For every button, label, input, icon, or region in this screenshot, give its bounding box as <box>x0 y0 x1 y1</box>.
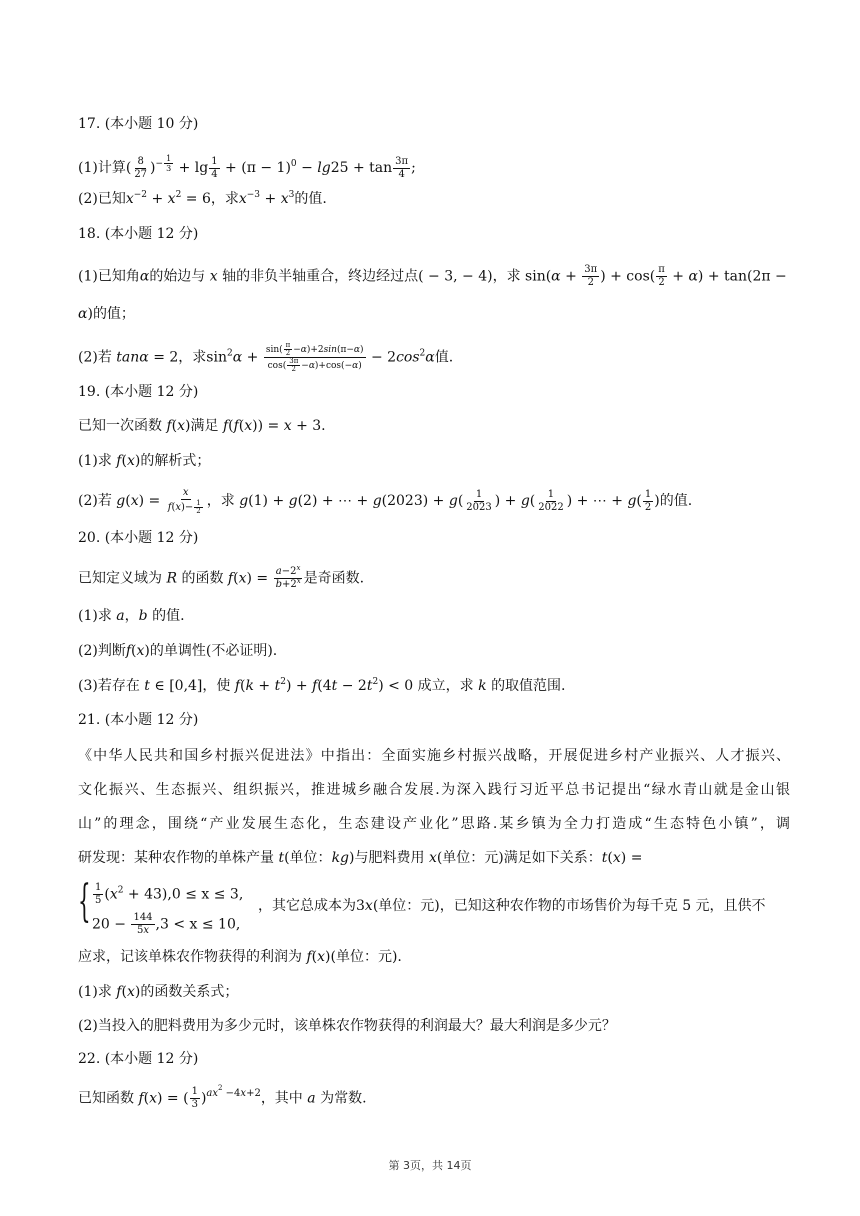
q18-header: 18. (本小题 12 分) <box>78 226 199 242</box>
q21-line4: 研发现：某种农作物的单株产量 t(单位：kg)与肥料费用 x(单位：元)满足如下关系：t(x) = <box>78 850 643 866</box>
piecewise-brace: { <box>78 876 91 927</box>
q21-part2: (2)当投入的肥料费用为多少元时，该单株农作物获得的利润最大？最大利润是多少元？ <box>78 1018 616 1034</box>
q17-part2: (2)已知$x^{-2} + x^2 = 6$，求$x^{-3} + x^3$的值. <box>78 190 327 207</box>
q21-case-after: ，其它总成本为3x(单位：元)，已知这种农作物的市场售价为每千克 5 元，且供不 <box>258 898 766 914</box>
q21-case1: $\frac{1}{5}$ $(x^2 + 43),0 \le x \le 3$, <box>95 882 244 906</box>
q21-part1: (1)求 f(x)的函数关系式； <box>78 984 239 1000</box>
q18-part1: (1)已知角α的始边与 x 轴的非负半轴重合，终边经过点( − 3, − 4)，求 sin(α + $\frac{3\pi}{2}$ ) + cos( $\frac{\pi}{2}$ + α) + tan(2π − <box>78 264 787 288</box>
q19-part1: (1)求 f(x)的解析式； <box>78 453 211 469</box>
q22-intro: 已知函数 f(x) = ( $\frac{1}{3}$ )$^{ax^2 -4x+2}$，其中 a 为常数. <box>78 1083 367 1110</box>
q21-line2: 文化振兴、生态振兴、组织振兴，推进城乡融合发展.为深入践行习近平总书记提出“绿水青山就是金山银 <box>78 782 790 798</box>
q20-part1: (1)求 a，b 的值. <box>78 608 185 624</box>
q21-header: 21. (本小题 12 分) <box>78 712 199 728</box>
q21-line6: 应求，记该单株农作物获得的利润为 f(x)(单位：元). <box>78 949 402 965</box>
page-footer: 第 3页，共 14页 <box>388 1159 472 1172</box>
q20-intro: 已知定义域为 R 的函数 f(x) = $\frac{a-2^x}{b+2^x}$ 是奇函数. <box>78 564 365 590</box>
q21-line1: 《中华人民共和国乡村振兴促进法》中指出：全面实施乡村振兴战略，开展促进乡村产业振兴、人才振兴、 <box>78 748 790 764</box>
q20-header: 20. (本小题 12 分) <box>78 530 199 546</box>
q17-part1: (1)计算( $\frac{8}{27}$ )$^{- \frac{1}{3}}$ + lg $\frac{1}{4}$ + $(\pi - 1)^0 - \lg 25 + \tan$ $\frac{3\pi}{4}$ ; <box>78 154 416 180</box>
q21-case2: 20 − $\frac{144}{5x}$ ,3 < x ≤ 10, <box>92 912 241 936</box>
q21-line3: 山”的理念，围绕“产业发展生态化，生态建设产业化”思路.某乡镇为全力打造成“生态特色小镇”，调 <box>78 816 790 832</box>
q19-header: 19. (本小题 12 分) <box>78 384 199 400</box>
q17-header: 17. (本小题 10 分) <box>78 116 199 132</box>
q20-part2: (2)判断f(x)的单调性(不必证明). <box>78 643 278 659</box>
q18-part1-cont: α)的值； <box>78 306 135 322</box>
q19-part2: (2)若 g(x) = x f(x)− $\frac{1}{2}$ ，求 g(1) + g(2) + ⋯ + g(2023) + g( $\frac{1}{2023}$ ) + g( $\frac{1}{2022}$ ) + ⋯ + g( $\frac{1}{2}$ )的值. <box>78 487 693 515</box>
q20-part3: (3)若存在 t ∈ [0,4]，使 $f(k + t^2) + f(4t - 2t^2) < 0$ 成立，求 k 的取值范围. <box>78 677 566 694</box>
q22-header: 22. (本小题 12 分) <box>78 1051 199 1067</box>
q18-part2: (2)若 tanα = 2，求$\sin^2\alpha$ + sin( $\frac{\pi}{2}$ −α)+2sin(π−α) cos( $\frac{3\pi}{2}$ −α)+cos(−α) − $2\cos^2\alpha$值. <box>78 341 454 373</box>
q19-intro: 已知一次函数 f(x)满足 f(f(x)) = x + 3. <box>78 418 326 434</box>
